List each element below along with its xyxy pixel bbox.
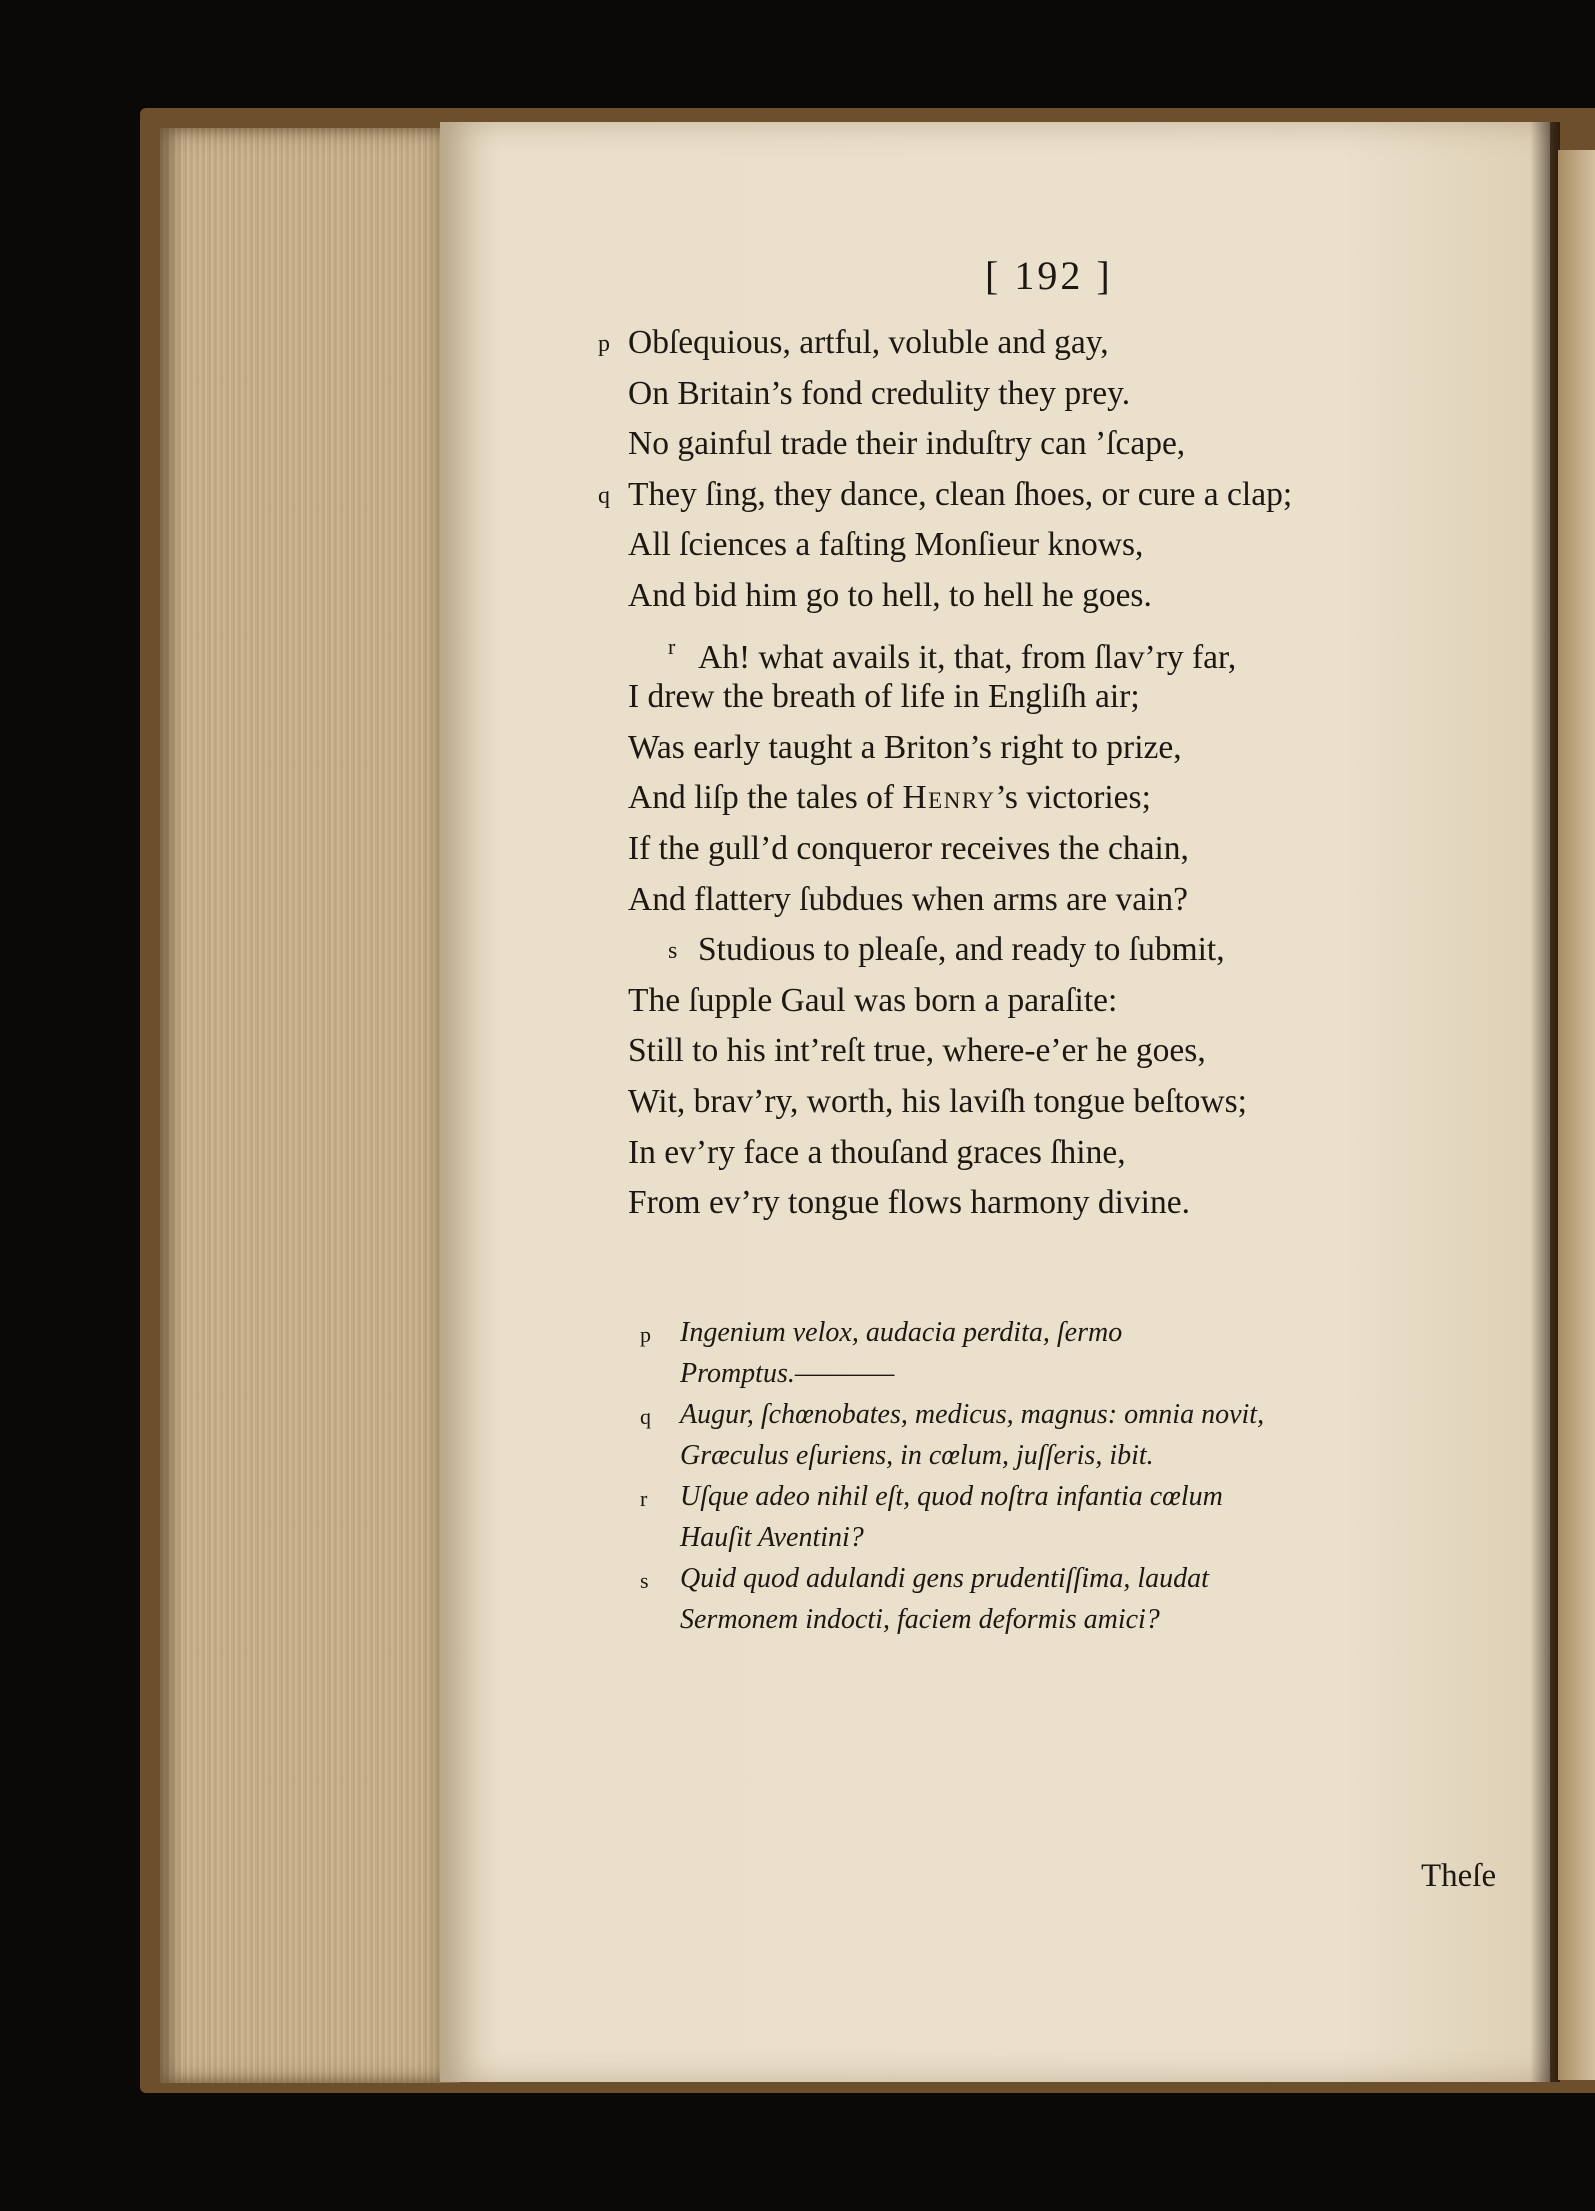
name-small-caps: Henry	[902, 779, 996, 817]
verse-block	[598, 318, 1558, 1229]
verse-line	[598, 1077, 1558, 1128]
footnote-line: Græculus eſuriens, in cœlum, juſſeris, ibit.	[680, 1440, 1154, 1471]
verse-line	[598, 773, 1558, 824]
note-marker: q	[598, 482, 610, 509]
verse-line	[598, 925, 1558, 976]
footnotes	[640, 1312, 1520, 1640]
footnote-line: Uſque adeo nihil eſt, quod noſtra infantia cœlum	[680, 1481, 1223, 1512]
verse-line	[598, 875, 1558, 926]
footnote-marker: p	[640, 1322, 651, 1347]
footnote-marker: r	[640, 1486, 648, 1511]
verse-line	[598, 1026, 1558, 1077]
verse-text: Wit, brav’ry, worth, his laviſh tongue beſtows;	[628, 1082, 1247, 1120]
footnote-line: Hauſit Aventini?	[680, 1522, 864, 1553]
verse-text: And bid him go to hell, to hell he goes.	[628, 576, 1152, 614]
footnote	[640, 1394, 1520, 1476]
verse-line	[598, 419, 1558, 470]
verse-line	[598, 318, 1558, 369]
verse-text: Studious to pleaſe, and ready to ſubmit,	[698, 931, 1225, 969]
footnote-line: Promptus.————	[680, 1358, 895, 1389]
verse-line	[598, 672, 1558, 723]
footnote-marker: q	[640, 1404, 651, 1429]
verse-text: No gainful trade their induſtry can ’ſcape,	[628, 425, 1186, 463]
verse-text: In ev’ry face a thouſand graces ſhine,	[628, 1133, 1126, 1171]
verse-line	[598, 976, 1558, 1027]
verse-text: Ah! what avails it, that, from ſlav’ry far,	[698, 638, 1237, 676]
verse-text: From ev’ry tongue flows harmony divine.	[628, 1184, 1190, 1222]
note-marker: r	[668, 633, 676, 659]
footnote	[640, 1476, 1520, 1558]
verse-text: If the gull’d conqueror receives the chain,	[628, 829, 1189, 867]
verse-text: ’s victories;	[995, 779, 1151, 817]
verse-text: Was early taught a Briton’s right to prize,	[628, 728, 1182, 766]
page-number: [ 192 ]	[985, 253, 1113, 298]
footnote-line: Augur, ſchœnobates, medicus, magnus: omnia novit,	[680, 1399, 1265, 1430]
verse-text: And flattery ſubdues when arms are vain?	[628, 880, 1188, 918]
verse-text: And liſp the tales of	[628, 779, 903, 817]
verse-line	[598, 470, 1558, 521]
verse-line	[598, 622, 1558, 676]
verse-line	[598, 1178, 1558, 1229]
footnote-line: Quid quod adulandi gens prudentiſſima, laudat	[680, 1563, 1209, 1594]
footnote-line: Ingenium velox, audacia perdita, ſermo	[680, 1317, 1123, 1348]
footnote-line: Sermonem indocti, faciem deformis amici?	[680, 1604, 1160, 1635]
verse-line	[598, 369, 1558, 420]
catchword: Theſe	[1421, 1858, 1497, 1894]
verse-line	[598, 1128, 1558, 1179]
verse-text: I drew the breath of life in Engliſh air;	[628, 678, 1140, 716]
verse-text: On Britain’s fond credulity they prey.	[628, 374, 1131, 412]
verse-text: Still to his int’reſt true, where-e’er he goes,	[628, 1032, 1206, 1070]
verse-line	[598, 824, 1558, 875]
note-marker: p	[598, 331, 610, 357]
verse-text: They ſing, they dance, clean ſhoes, or cure a clap;	[628, 475, 1293, 513]
verse-text: All ſciences a faſting Monſieur knows,	[628, 526, 1144, 564]
verse-line	[598, 520, 1558, 571]
verse-line	[598, 571, 1558, 622]
footnote	[640, 1312, 1520, 1394]
verse-text: Obſequious, artful, voluble and gay,	[628, 324, 1109, 361]
note-marker: s	[668, 938, 678, 965]
verse-line	[598, 723, 1558, 774]
footnote-marker: s	[640, 1568, 649, 1593]
verse-text: The ſupple Gaul was born a paraſite:	[628, 981, 1118, 1019]
footnote	[640, 1558, 1520, 1640]
